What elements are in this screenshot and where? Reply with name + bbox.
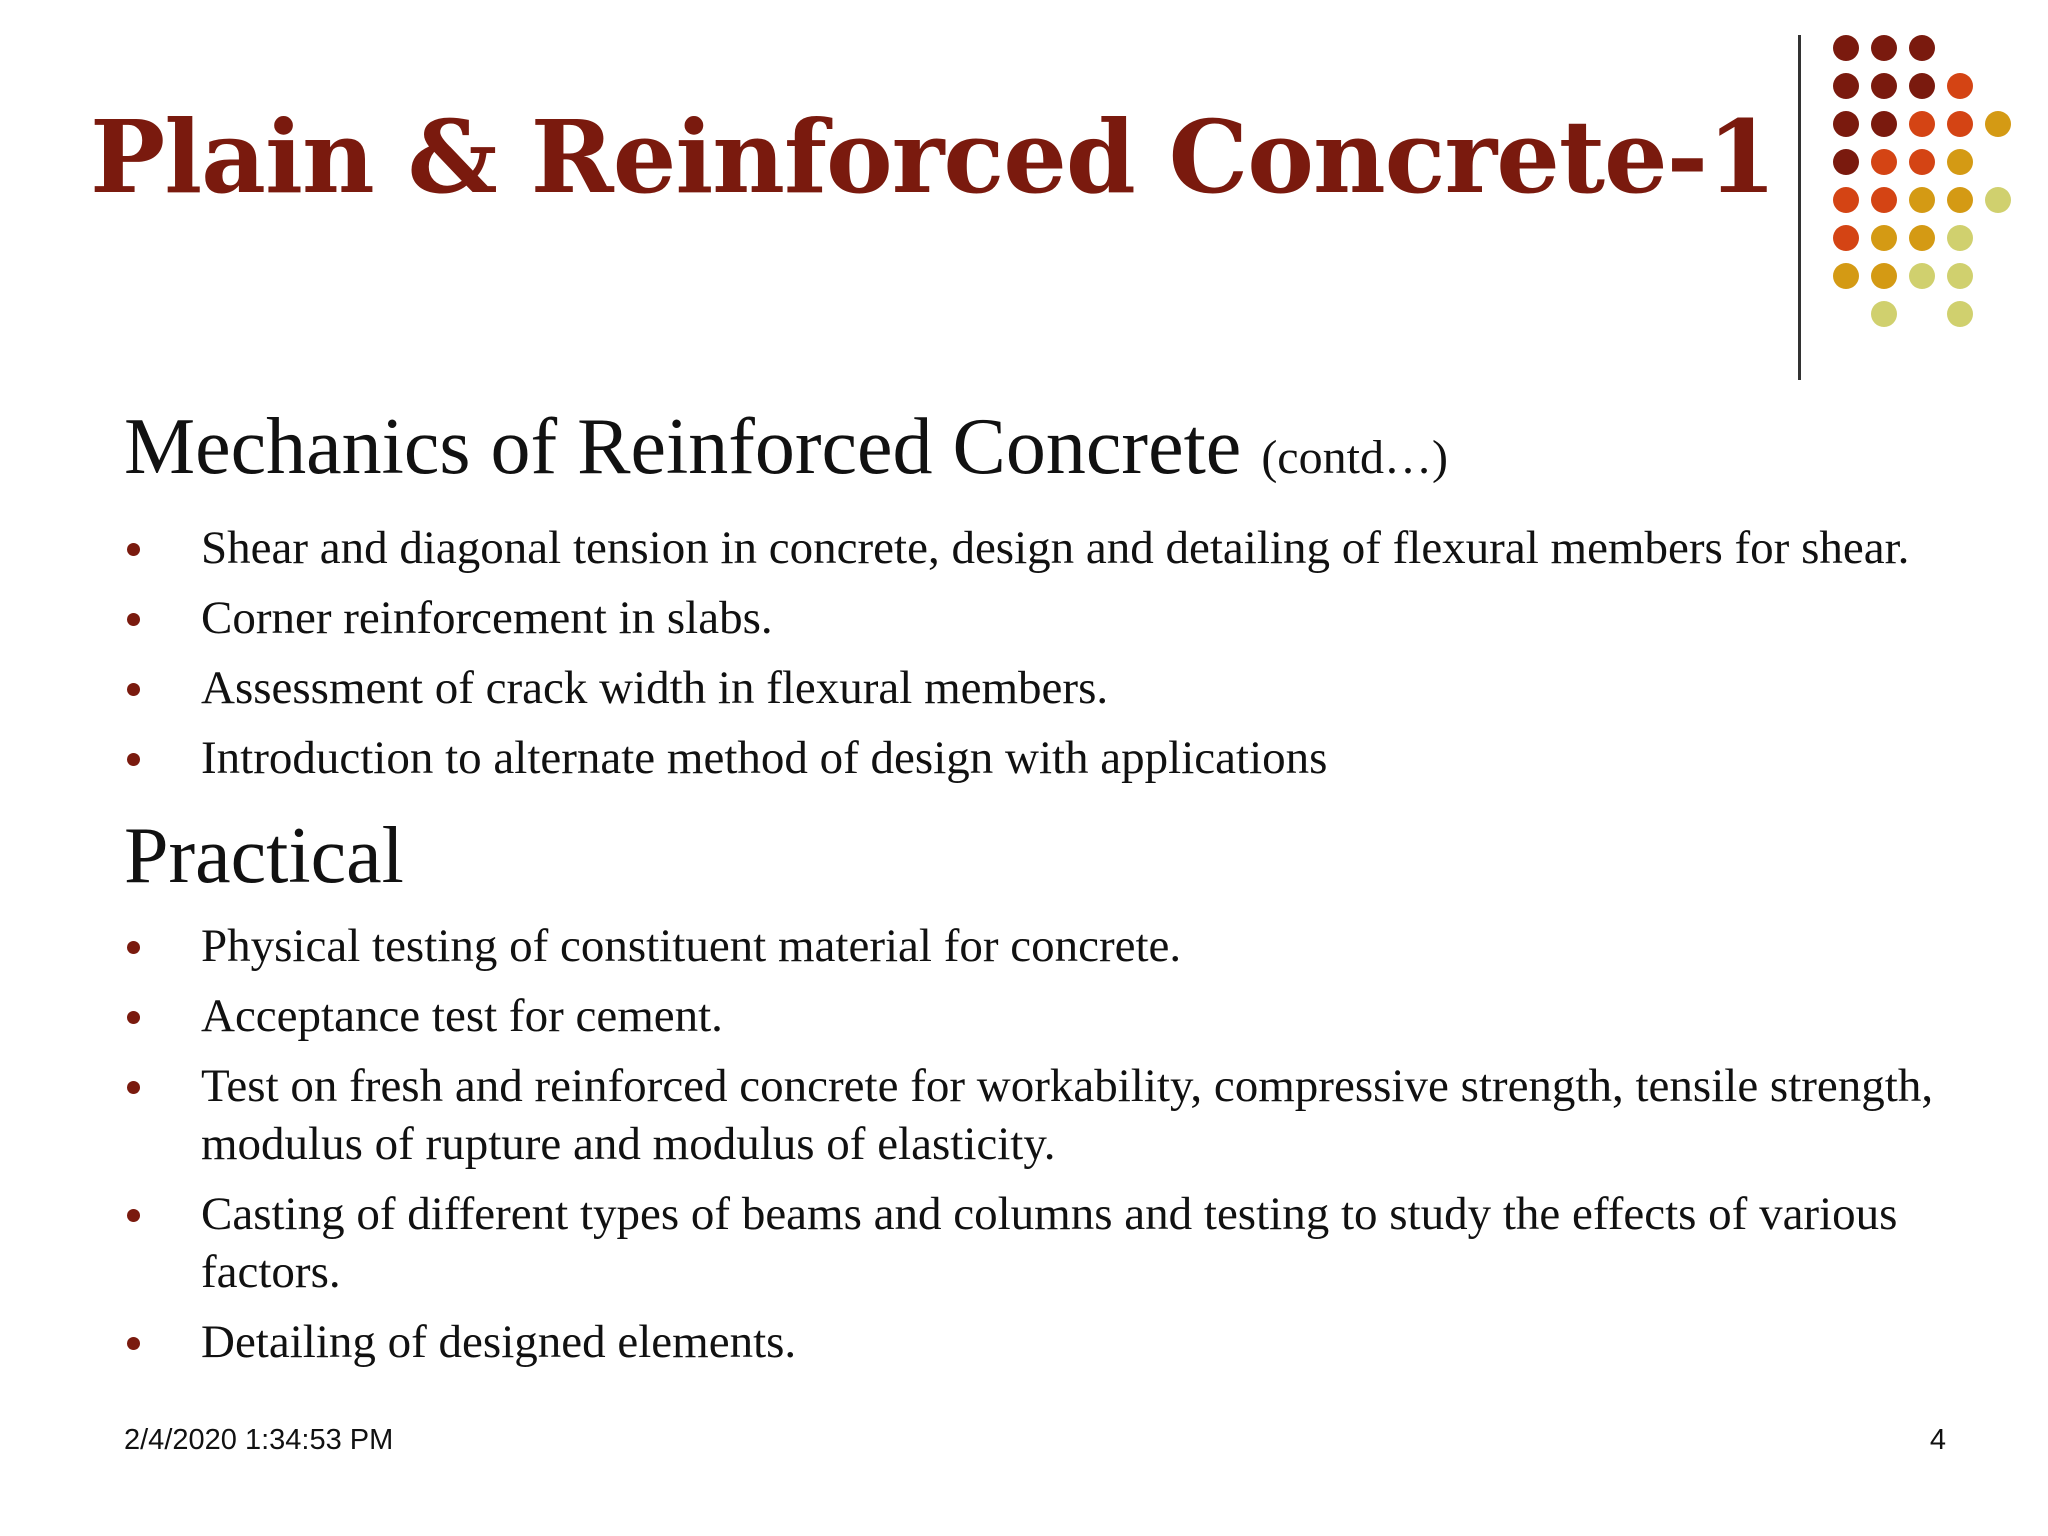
bullet-list-mechanics	[124, 519, 1944, 787]
decorative-dot	[1947, 263, 1973, 289]
decorative-dot	[1833, 111, 1859, 137]
decorative-dot	[1833, 263, 1859, 289]
decorative-dot	[1909, 225, 1935, 251]
bullet-text: Physical testing of constituent material for concrete.	[201, 920, 1182, 972]
decorative-dot	[1947, 225, 1973, 251]
decorative-dot	[1909, 149, 1935, 175]
decorative-dot	[1909, 73, 1935, 99]
bullet-item	[124, 519, 1944, 577]
decorative-dot	[1985, 187, 2011, 213]
bullet-item	[124, 987, 1944, 1045]
section-heading-note: (contd…)	[1261, 431, 1448, 484]
bullet-item	[124, 917, 1944, 975]
decorative-dot	[1909, 187, 1935, 213]
decorative-dot	[1947, 111, 1973, 137]
bullet-dot-icon	[127, 753, 140, 766]
decorative-dot	[1985, 111, 2011, 137]
bullet-text: Introduction to alternate method of design with applications	[201, 732, 1328, 784]
decorative-dot	[1833, 73, 1859, 99]
decorative-dot	[1947, 149, 1973, 175]
bullet-text: Test on fresh and reinforced concrete for workability, compressive strength, tensile strength, modulus of rupture and modulus of elasticity.	[201, 1060, 1934, 1170]
decorative-dot	[1871, 35, 1897, 61]
bullet-dot-icon	[127, 1081, 140, 1094]
decorative-dot	[1909, 263, 1935, 289]
section-heading-practical	[124, 807, 1944, 905]
bullet-text: Casting of different types of beams and columns and testing to study the effects of various factors.	[201, 1188, 1898, 1298]
decorative-dot	[1947, 301, 1973, 327]
decorative-dot	[1833, 187, 1859, 213]
bullet-list-practical	[124, 917, 1944, 1371]
decorative-dot	[1871, 225, 1897, 251]
decorative-dot	[1909, 111, 1935, 137]
bullet-dot-icon	[127, 613, 140, 626]
section-heading-text: Mechanics of Reinforced Concrete	[124, 403, 1242, 491]
decorative-dot	[1833, 35, 1859, 61]
bullet-item	[124, 1057, 1944, 1173]
bullet-dot-icon	[127, 1011, 140, 1024]
bullet-text: Corner reinforcement in slabs.	[201, 592, 773, 644]
footer-date: 2/4/2020 1:34:53 PM	[124, 1424, 394, 1456]
bullet-dot-icon	[127, 543, 140, 556]
bullet-dot-icon	[127, 1209, 140, 1222]
bullet-text: Detailing of designed elements.	[201, 1316, 797, 1368]
decorative-dot-grid	[0, 0, 2048, 400]
slide-content	[124, 398, 1944, 1371]
decorative-dot	[1871, 187, 1897, 213]
bullet-text: Assessment of crack width in flexural members.	[201, 662, 1109, 714]
decorative-dot	[1909, 35, 1935, 61]
decorative-dot	[1833, 149, 1859, 175]
decorative-dot	[1947, 187, 1973, 213]
section-heading-text: Practical	[124, 812, 404, 900]
bullet-text: Shear and diagonal tension in concrete, design and detailing of flexural members for shear.	[201, 522, 1910, 574]
decorative-dot	[1871, 149, 1897, 175]
decorative-dot	[1833, 225, 1859, 251]
decorative-dot	[1871, 301, 1897, 327]
slide-title: Plain & Reinforced Concrete-1	[90, 98, 1776, 216]
bullet-dot-icon	[127, 1337, 140, 1350]
bullet-dot-icon	[127, 941, 140, 954]
vertical-divider	[1798, 35, 1801, 380]
decorative-dot	[1871, 111, 1897, 137]
footer-page-number: 4	[1929, 1424, 1946, 1456]
bullet-dot-icon	[127, 683, 140, 696]
bullet-text: Acceptance test for cement.	[201, 990, 723, 1042]
bullet-item	[124, 589, 1944, 647]
decorative-dot	[1871, 263, 1897, 289]
bullet-item	[124, 729, 1944, 787]
bullet-item	[124, 1313, 1944, 1371]
decorative-dot	[1947, 73, 1973, 99]
decorative-dot	[1871, 73, 1897, 99]
section-heading-mechanics	[124, 398, 1944, 507]
bullet-item	[124, 1185, 1944, 1301]
bullet-item	[124, 659, 1944, 717]
